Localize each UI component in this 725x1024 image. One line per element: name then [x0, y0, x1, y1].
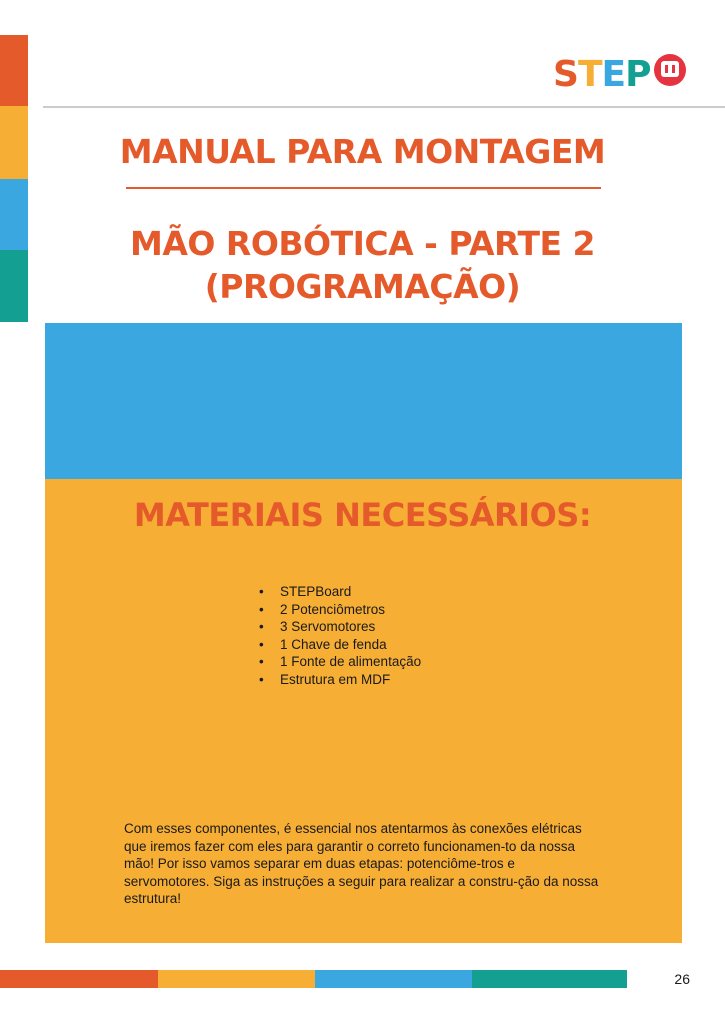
step-robot-face-icon	[654, 54, 686, 86]
page-number: 26	[674, 971, 690, 987]
bottom-stripe-orange	[0, 970, 158, 988]
materials-heading: MATERIAIS NECESSÁRIOS:	[133, 496, 592, 534]
bottom-stripe-teal	[472, 970, 627, 988]
side-stripe-orange	[0, 35, 28, 106]
step-logo-text: STEP	[553, 54, 651, 92]
list-item: • STEPBoard	[259, 583, 421, 601]
instructions-paragraph: Com esses componentes, é essencial nos atentarmos às conexões elétricas que iremos fazer com eles para garantir o correto funcionamen-to da nossa mão! Por isso vamos separar em duas etapas: potenciôme-tros e servomotores. Siga as instruções a seguir para realizar a constru-ção da nossa estrutura!	[124, 821, 599, 906]
bottom-stripe-yellow	[158, 970, 315, 988]
subtitle-line-1: MÃO ROBÓTICA - PARTE 2	[130, 224, 595, 263]
list-item: • 1 Chave de fenda	[259, 636, 421, 654]
list-item: • 2 Potenciômetros	[259, 601, 421, 619]
materials-list	[259, 583, 421, 688]
subtitle-line-2: (PROGRAMAÇÃO)	[204, 267, 521, 306]
list-item: • Estrutura em MDF	[259, 671, 421, 689]
image-placeholder-panel	[45, 323, 682, 479]
manual-subtitle	[0, 222, 725, 308]
manual-title: MANUAL PARA MONTAGEM	[119, 132, 606, 171]
header-divider	[43, 106, 725, 108]
list-item: • 1 Fonte de alimentação	[259, 653, 421, 671]
step-logo	[553, 50, 688, 92]
bottom-stripe-blue	[315, 970, 472, 988]
list-item: • 3 Servomotores	[259, 618, 421, 636]
title-divider	[126, 187, 601, 189]
